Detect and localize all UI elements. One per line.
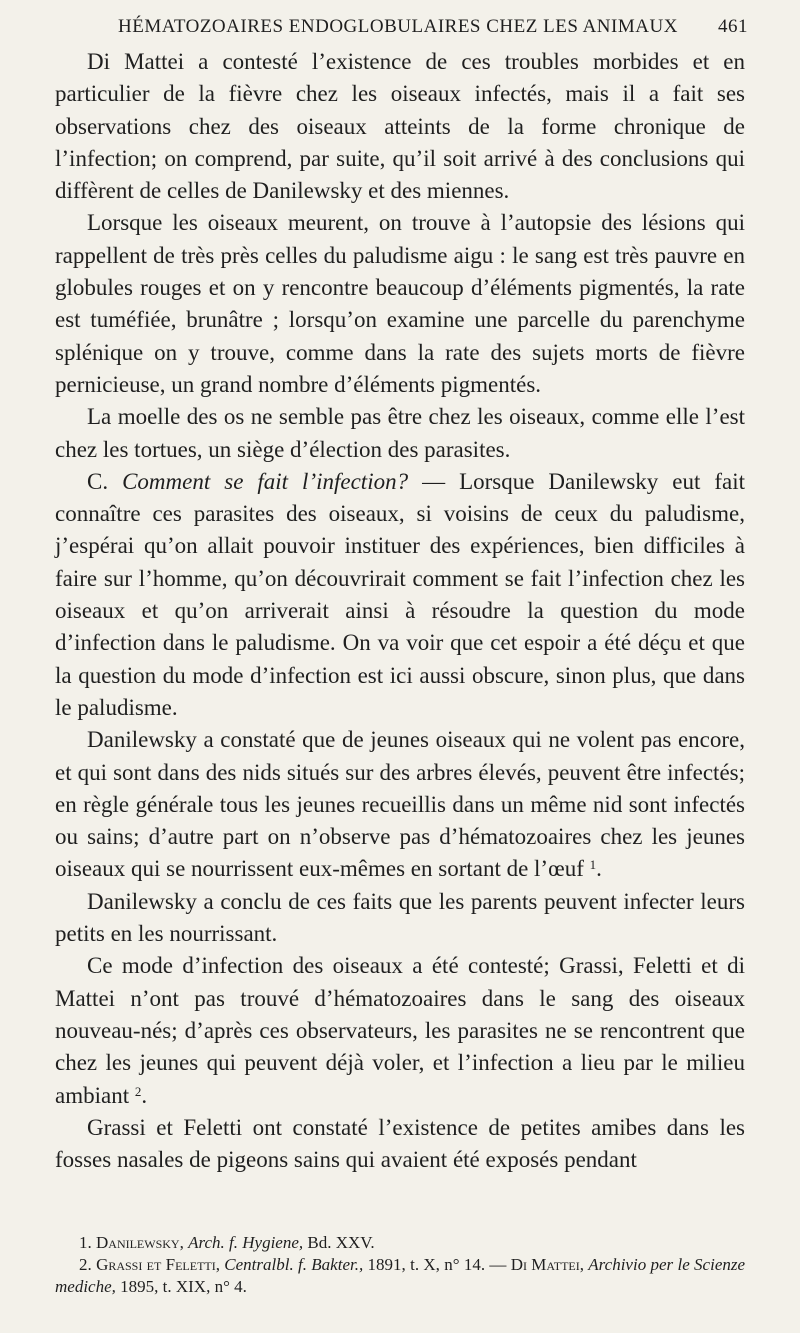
footnote-number: 1. xyxy=(79,1233,92,1252)
section-label: C. xyxy=(87,468,109,494)
section-heading: Comment se fait l’infection? xyxy=(122,468,409,494)
paragraph xyxy=(55,724,745,885)
footnote-details: 1895, t. XIX, n° 4. xyxy=(120,1277,247,1296)
footnote-details: Bd. XXV. xyxy=(307,1233,375,1252)
footnote-1 xyxy=(55,1232,745,1254)
footnote-journal: Centralbl. f. Bakter., xyxy=(224,1255,364,1274)
page-number: 461 xyxy=(718,16,748,37)
main-text xyxy=(55,46,745,1176)
paragraph: Di Mattei a contesté l’existence de ces troubles morbides et en particulier de la fièvre chez les oiseaux infectés, mais il a fait ses observations chez des oiseaux atteints de la forme chronique de l’infection; on comprend, par suite, qu’il soit arrivé à des conclusions qui diffèrent de celles de Danilewsky et des miennes. xyxy=(55,49,745,204)
section-text: — Lorsque Danilewsky eut fait connaître ces parasites des oiseaux, si voisins de ceux du paludisme, j’espérai qu’on allait pouvoir instituer des expériences, bien difficiles à faire sur l’homme, qu’on découvrirait comment se fait l’infection chez les oiseaux et qu’on arriverait ainsi à résoudre la question du mode d’infection dans le paludisme. On va voir que cet espoir a été déçu et que la question du mode d’infection est ici aussi obscure, sinon plus, que dans le paludisme. xyxy=(55,468,746,720)
paragraph: La moelle des os ne semble pas être chez les oiseaux, comme elle l’est chez les tortues, un siège d’élection des parasites. xyxy=(55,404,745,462)
paragraph: Grassi et Feletti ont constaté l’existence de petites amibes dans les fosses nasales de pigeons sains qui avaient été exposés pendant xyxy=(55,1114,745,1173)
running-title: HÉMATOZOAIRES ENDOGLOBULAIRES CHEZ LES ANIMAUX xyxy=(118,16,678,37)
footnote-ref: 1 xyxy=(589,857,597,873)
footnote-details: 1891, t. X, n° 14. — xyxy=(367,1255,507,1274)
paragraph-text: Danilewsky a constaté que de jeunes oiseaux qui ne volent pas encore, et qui sont dans des nids situés sur des arbres élevés, peuvent être infectés; en règle générale tous les jeunes recueillis dans un même nid sont infectés ou sains; d’autre part on n’observe pas d’hématozoaires chez les jeunes oiseaux qui se nourrissent eux-mêmes en sortant de l’œuf xyxy=(55,727,745,882)
paragraph-end: . xyxy=(141,1082,148,1108)
footnotes xyxy=(55,1232,745,1298)
footnote-author: Di Mattei, xyxy=(510,1255,584,1274)
section-paragraph xyxy=(55,466,745,724)
paragraph-end: . xyxy=(596,856,602,882)
footnote-journal: Archivio per le Scienze mediche, xyxy=(55,1255,746,1296)
running-header xyxy=(118,16,748,46)
paragraph: Danilewsky a conclu de ces faits que les parents peuvent infecter leurs petits en les nourrissant. xyxy=(55,888,745,947)
footnote-journal: Arch. f. Hygiene, xyxy=(188,1233,304,1252)
footnote-2 xyxy=(55,1254,745,1298)
paragraph xyxy=(55,950,745,1111)
footnote-ref: 2 xyxy=(134,1083,142,1099)
footnote-author: Danilewsky, xyxy=(96,1233,184,1252)
footnote-author: Grassi et Feletti, xyxy=(96,1255,220,1274)
paragraph: Lorsque les oiseaux meurent, on trouve à l’autopsie des lésions qui rappellent de très près celles du paludisme aigu : le sang est très pauvre en globules rouges et on y rencontre beaucoup d’éléments pigmentés, la rate est tuméfiée, brunâtre ; lorsqu’on examine une parcelle du parenchyme splénique on y trouve, comme dans la rate des sujets morts de fièvre pernicieuse, un grand nombre d’éléments pigmentés. xyxy=(55,210,745,397)
paragraph-text: Ce mode d’infection des oiseaux a été contesté; Grassi, Feletti et di Mattei n’ont pas trouvé d’hématozoaires dans le sang des oiseaux nouveau-nés; d’après ces observateurs, les parasites ne se rencontrent que chez les jeunes qui peuvent déjà voler, et l’infection a lieu par le milieu ambiant xyxy=(55,953,745,1108)
footnote-number: 2. xyxy=(79,1255,92,1274)
